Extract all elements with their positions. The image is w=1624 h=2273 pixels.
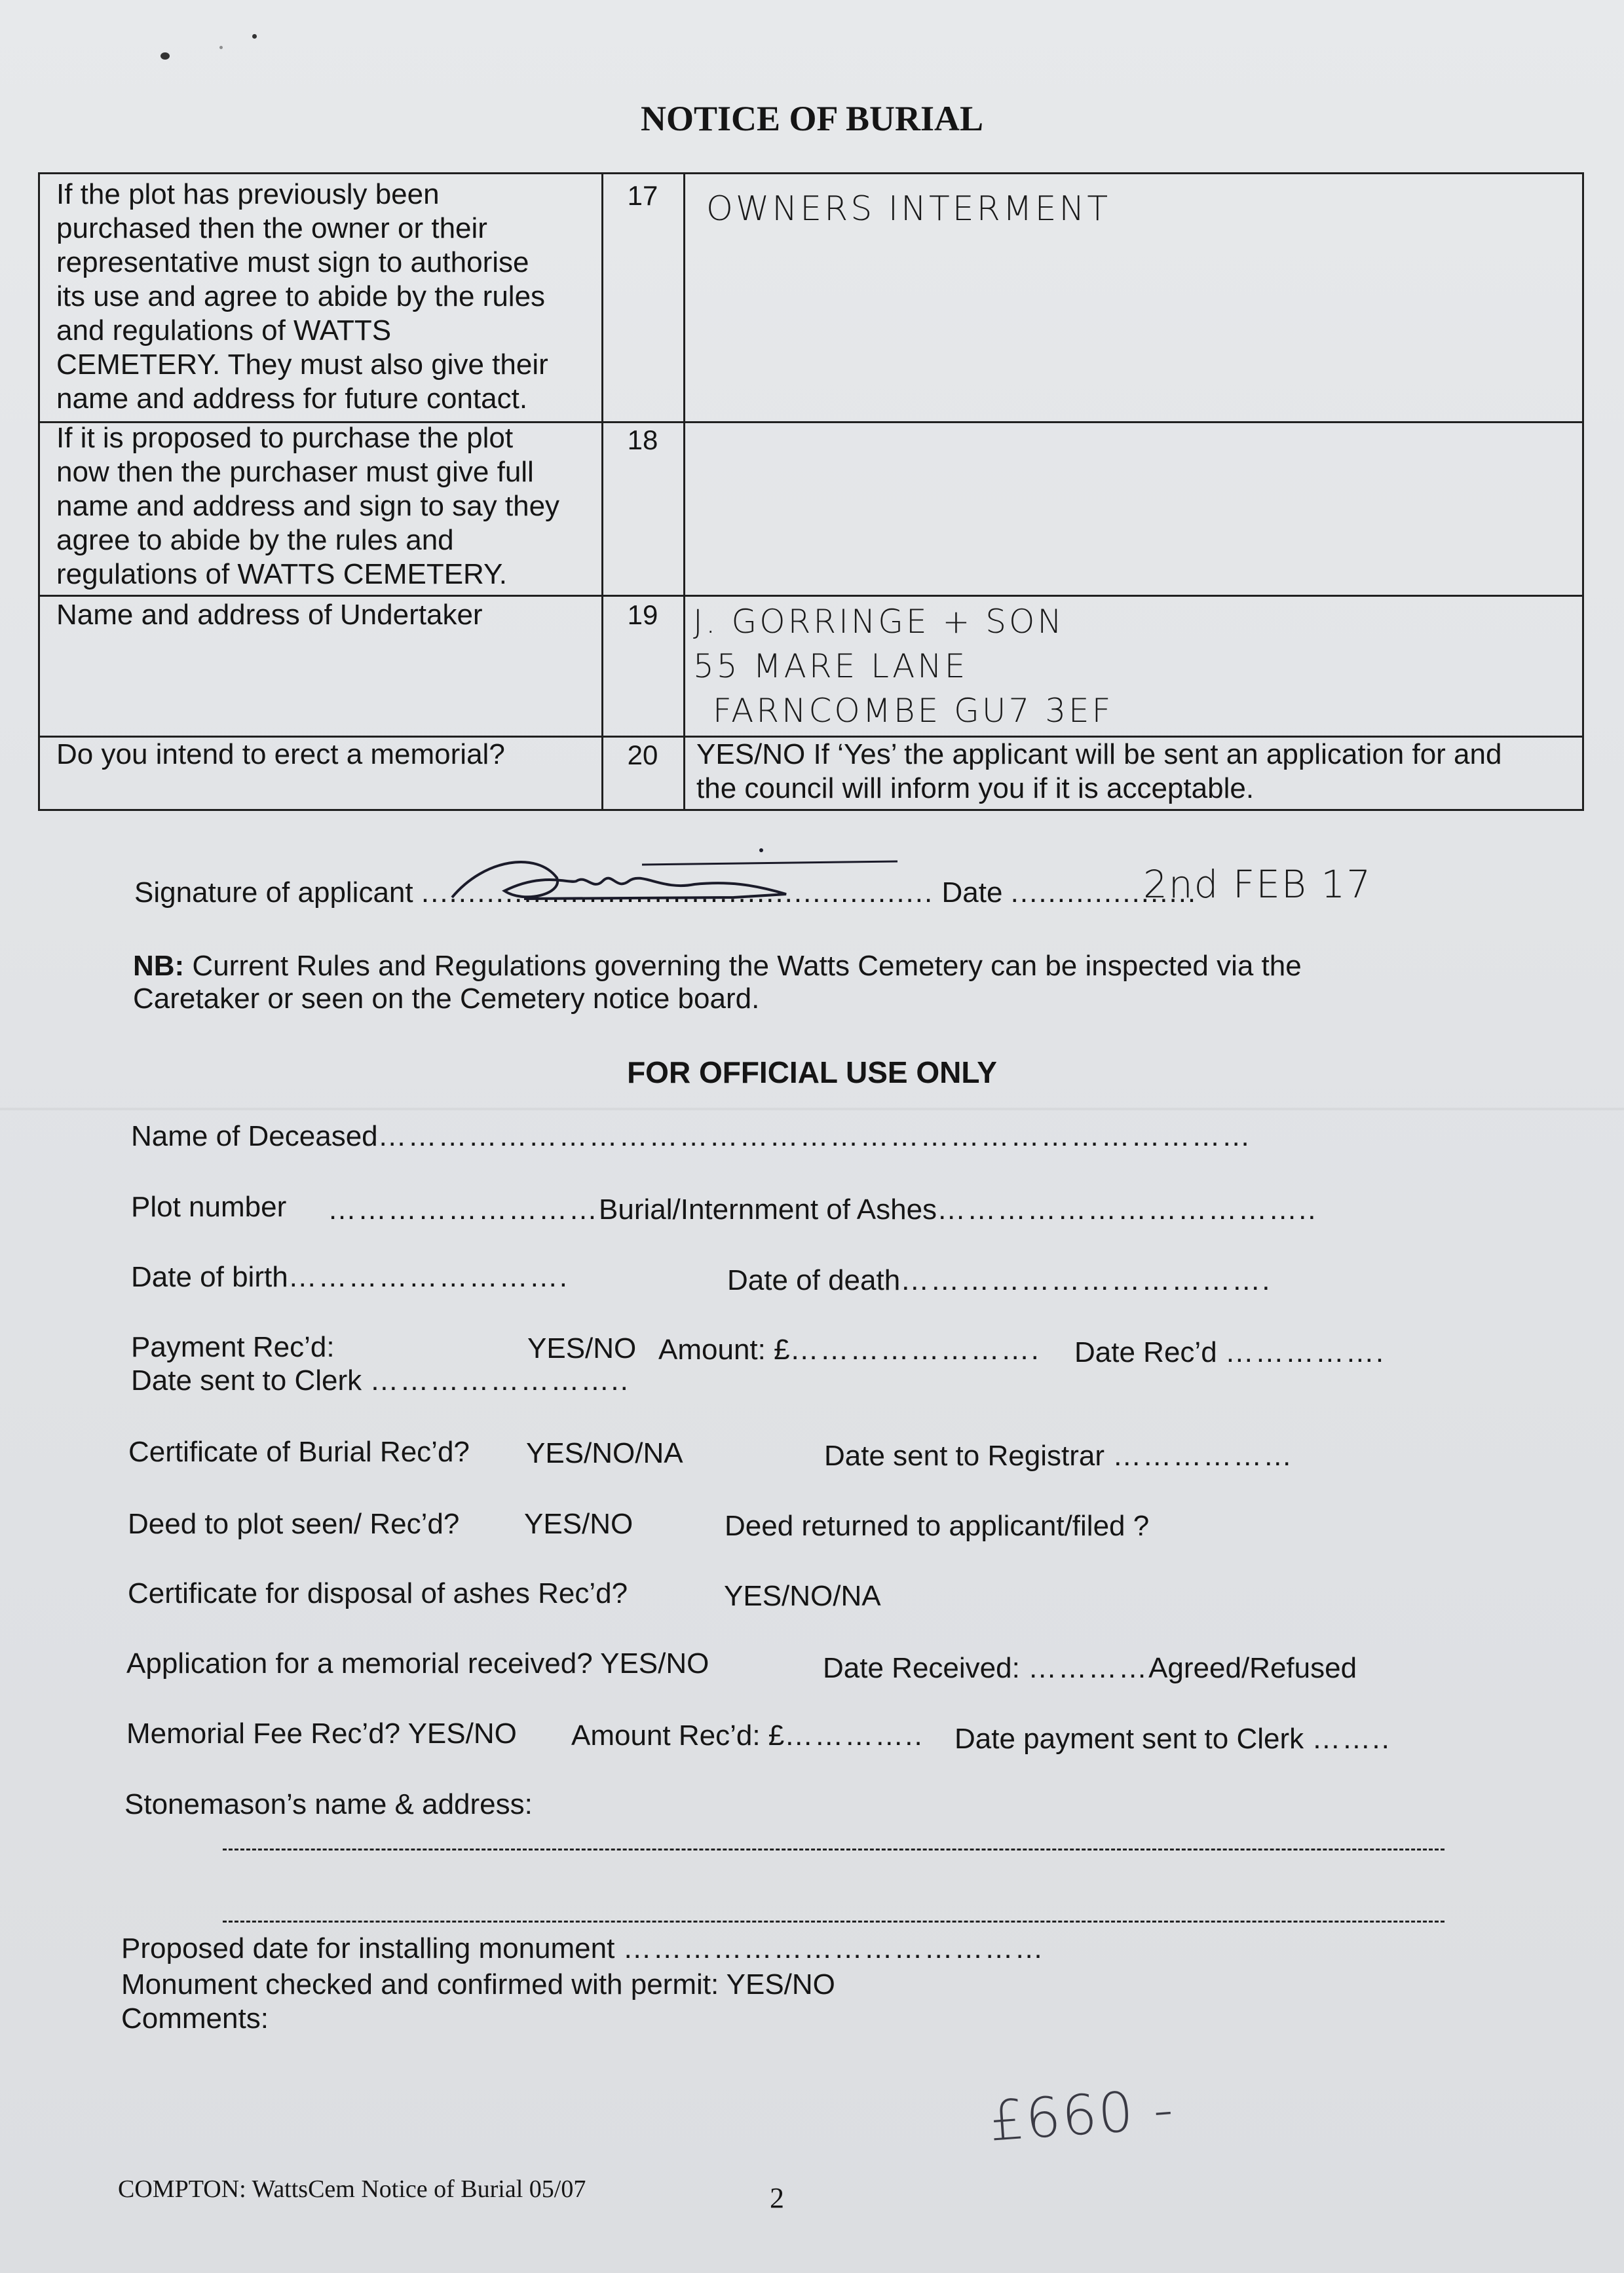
date-label: Date xyxy=(941,876,1003,909)
deed-seen-label: Deed to plot seen/ Rec’d? xyxy=(128,1508,460,1540)
date-received-row: Date Received: …………Agreed/Refused xyxy=(823,1652,1357,1684)
date-sent-clerk-row: Date sent to Clerk …………………….. xyxy=(131,1364,630,1397)
payment-recd-label: Payment Rec’d: xyxy=(131,1331,335,1363)
row-18-label: If it is proposed to purchase the plot now then the purchaser must give full name and address and sign to say they agree to abide by the rules and regulations of WATTS CEMETERY. xyxy=(56,422,560,590)
deed-options[interactable]: YES/NO xyxy=(524,1508,633,1540)
row-17-answer[interactable]: OWNERS INTERMENT xyxy=(706,189,1111,229)
burial-internment-row: ………………………Burial/Internment of Ashes……………………………….. xyxy=(328,1193,1317,1226)
date-of-death-row: Date of death………………………………. xyxy=(727,1264,1272,1296)
paper-crease xyxy=(0,1107,1624,1111)
page-number: 2 xyxy=(770,2182,784,2214)
amount-recd-row: Amount Rec’d: £………….. xyxy=(571,1719,924,1752)
cert-burial-options[interactable]: YES/NO/NA xyxy=(526,1437,683,1469)
date-payment-clerk-row: Date payment sent to Clerk …….. xyxy=(954,1723,1391,1755)
date-of-birth-row: Date of birth………………………. xyxy=(131,1261,569,1293)
handwritten-fee: £660 - xyxy=(987,2076,1177,2154)
row-18-answer-field[interactable] xyxy=(700,434,1571,578)
paper-speck xyxy=(252,34,257,39)
paper-speck xyxy=(161,52,170,60)
row-20-label: Do you intend to erect a memorial? xyxy=(56,738,505,770)
row-20-number: 20 xyxy=(627,740,658,770)
date-recd-row: Date Rec’d ……………. xyxy=(1074,1336,1386,1368)
cert-ashes-label: Certificate for disposal of ashes Rec’d? xyxy=(128,1577,628,1609)
row-17-number: 17 xyxy=(627,180,658,211)
plot-number-row: Plot number xyxy=(131,1191,287,1223)
document-title: NOTICE OF BURIAL xyxy=(640,99,984,138)
cert-burial-label: Certificate of Burial Rec’d? xyxy=(128,1436,470,1468)
date-sent-registrar-row: Date sent to Registrar ……………… xyxy=(824,1440,1294,1472)
stonemason-line-1[interactable] xyxy=(223,1849,1445,1850)
deed-returned-label: Deed returned to applicant/filed ? xyxy=(725,1510,1150,1542)
memorial-fee-row[interactable]: Memorial Fee Rec’d? YES/NO xyxy=(126,1718,517,1750)
name-of-deceased-row: Name of Deceased…………………………………………………………………………… xyxy=(131,1120,1252,1152)
official-use-heading: FOR OFFICIAL USE ONLY xyxy=(627,1055,997,1089)
amount-row: Amount: £……………………. xyxy=(658,1334,1040,1366)
applicant-signature xyxy=(445,845,904,924)
signature-date-value[interactable]: 2nd FEB 17 xyxy=(1143,862,1372,907)
monument-checked-row[interactable]: Monument checked and confirmed with permit: YES/NO xyxy=(121,1968,835,2001)
row-19-label: Name and address of Undertaker xyxy=(56,599,483,631)
comments-label: Comments: xyxy=(121,2002,269,2035)
stonemason-label: Stonemason’s name & address: xyxy=(124,1788,533,1820)
cert-ashes-options[interactable]: YES/NO/NA xyxy=(724,1580,881,1612)
paper-speck xyxy=(219,46,223,49)
footer-reference: COMPTON: WattsCem Notice of Burial 05/07 xyxy=(118,2175,586,2203)
row-17-label: If the plot has previously been purchased then the owner or their representative must sign to authorise its use and agree to abide by the rules and regulations of WATTS CEMETERY. They must also give their name and address for future contact. xyxy=(56,178,548,415)
memorial-application-row[interactable]: Application for a memorial received? YES/NO xyxy=(126,1647,709,1680)
row-19-number: 19 xyxy=(627,599,658,630)
nb-note: NB: Current Rules and Regulations governing the Watts Cemetery can be inspected via the Caretaker or seen on the Cemetery notice board. xyxy=(133,950,1302,1015)
burial-details-table xyxy=(38,172,1584,811)
row-18-number: 18 xyxy=(627,424,658,455)
payment-yesno[interactable]: YES/NO xyxy=(527,1332,637,1364)
row-19-answer[interactable]: J. GORRINGE + SON 55 MARE LANE FARNCOMBE GU7 3EF xyxy=(693,603,1114,730)
signature-row: Signature of applicant ....................................................... Date .................... xyxy=(134,876,1198,909)
proposed-date-row: Proposed date for installing monument …………………………………… xyxy=(121,1932,1045,1964)
row-20-answer[interactable]: YES/NO If ‘Yes’ the applicant will be sent an application for and the council will inform you if it is acceptable. xyxy=(696,738,1502,804)
signature-label: Signature of applicant xyxy=(134,876,413,909)
stonemason-line-2[interactable] xyxy=(223,1921,1445,1923)
